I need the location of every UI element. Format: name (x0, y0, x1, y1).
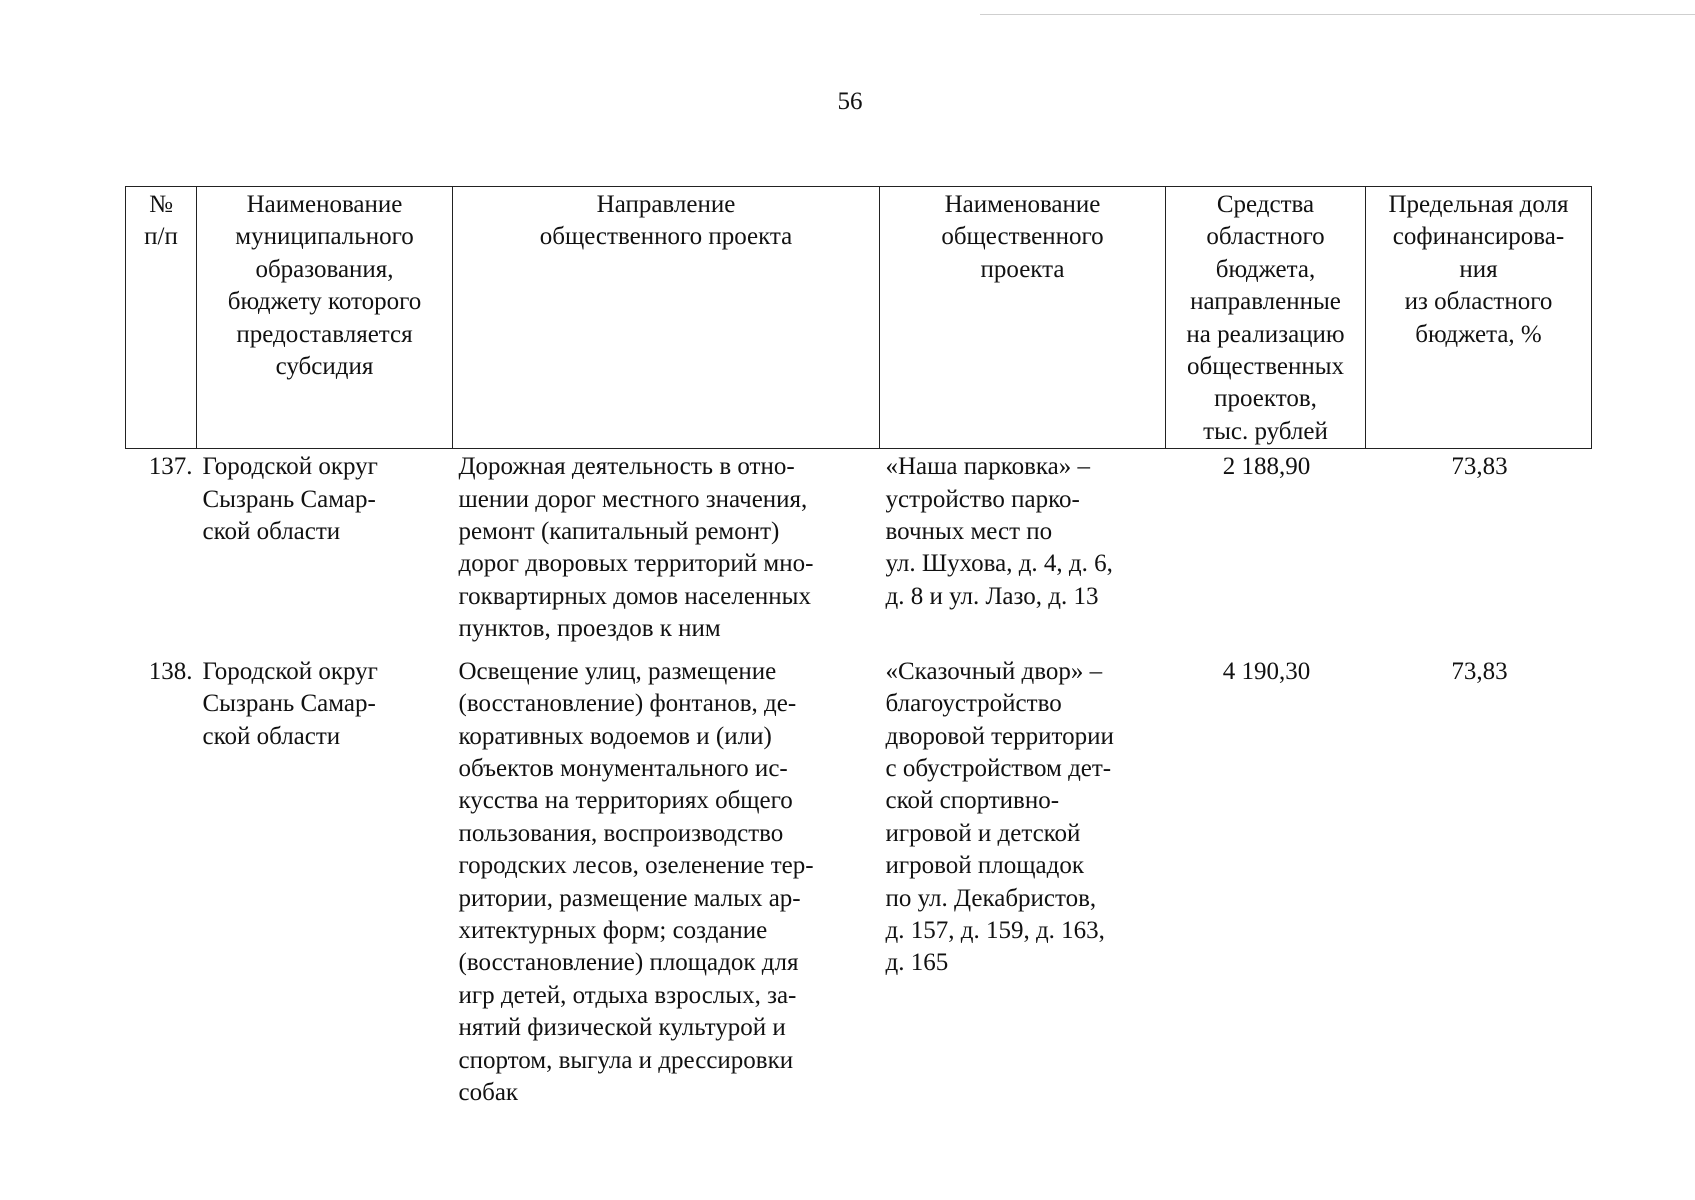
text-line: ской области (202, 722, 341, 750)
row-direction (453, 449, 880, 646)
table-row (126, 449, 1592, 646)
row-municipality (197, 646, 453, 1110)
header-line: бюджету которого (227, 288, 422, 316)
row-funds: 2 188,90 (1222, 453, 1311, 481)
header-row (126, 187, 1592, 449)
header-line: ния (1459, 255, 1498, 283)
header-line: на реализацию (1186, 320, 1345, 348)
header-line: проектов, (1214, 385, 1317, 413)
header-line: субсидия (275, 353, 374, 381)
header-direction (453, 187, 880, 449)
text-line: (восстановление) площадок для (458, 949, 799, 977)
text-line: Освещение улиц, размещение (458, 657, 777, 685)
text-line: игр детей, отдыха взрослых, за- (458, 981, 797, 1009)
text-line: хитектурных форм; создание (458, 916, 768, 944)
header-line: образования, (255, 255, 394, 283)
text-line: благоустройство (885, 690, 1062, 718)
text-line: нятий физической культурой и (458, 1014, 786, 1042)
text-line: д. 165 (885, 949, 949, 977)
text-line: «Наша парковка» – (885, 453, 1091, 481)
text-line: спортом, выгула и дрессировки (458, 1046, 794, 1074)
header-line: софинансирова- (1392, 223, 1565, 251)
row-project-name (880, 449, 1166, 646)
header-line: направленные (1190, 288, 1341, 316)
header-line: предоставляется (236, 320, 413, 348)
text-line: дворовой территории (885, 722, 1114, 750)
header-line: Наименование (944, 191, 1101, 218)
row-share: 73,83 (1451, 657, 1508, 685)
header-line: п/п (144, 223, 178, 251)
text-line: дорог дворовых территорий мно- (458, 550, 814, 578)
text-line: по ул. Декабристов, (885, 884, 1097, 912)
text-line: пользования, воспроизводство (458, 819, 784, 847)
header-line: Средства (1216, 191, 1315, 218)
text-line: д. 8 и ул. Лазо, д. 13 (885, 582, 1099, 610)
text-line: кусства на территориях общего (458, 787, 793, 815)
text-line: гоквартирных домов населенных (458, 582, 811, 610)
text-line: Городской округ (202, 657, 378, 685)
row-number: 138. (148, 657, 193, 685)
text-line: ритории, размещение малых ар- (458, 884, 801, 912)
text-line: собак (458, 1078, 519, 1106)
header-line: Наименование (246, 191, 403, 218)
header-funds (1166, 187, 1366, 449)
header-line: из областного (1404, 288, 1553, 316)
text-line: шении дорог местного значения, (458, 485, 808, 513)
header-line: общественных (1186, 353, 1345, 381)
text-line: пунктов, проездов к ним (458, 615, 721, 643)
header-line: общественного (941, 223, 1104, 251)
row-share: 73,83 (1451, 453, 1508, 481)
text-line: д. 157, д. 159, д. 163, (885, 916, 1105, 944)
text-line: вочных мест по (885, 518, 1053, 546)
text-line: (восстановление) фонтанов, де- (458, 690, 797, 718)
header-line: бюджета, % (1415, 320, 1542, 348)
header-project-name (880, 187, 1166, 449)
row-municipality (197, 449, 453, 646)
header-line: тыс. рублей (1203, 417, 1328, 445)
text-line: ской области (202, 518, 341, 546)
header-line: бюджета, (1215, 255, 1316, 283)
text-line: городских лесов, озеленение тер- (458, 852, 814, 880)
text-line: Городской округ (202, 453, 378, 481)
text-line: ремонт (капитальный ремонт) (458, 518, 780, 546)
page-number: 56 (837, 88, 863, 115)
table-row (126, 646, 1592, 1110)
subsidy-table (125, 186, 1592, 1109)
text-line: «Сказочный двор» – (885, 657, 1103, 685)
text-line: игровой площадок (885, 852, 1084, 880)
header-line: общественного проекта (539, 223, 793, 251)
row-direction (453, 646, 880, 1110)
text-line: коративных водоемов и (или) (458, 722, 772, 750)
header-line: Направление (596, 191, 736, 218)
header-line: № (149, 191, 173, 218)
text-line: устройство парко- (885, 485, 1080, 513)
header-municipality (197, 187, 453, 449)
text-line: Сызрань Самар- (202, 485, 376, 513)
text-line: с обустройством дет- (885, 754, 1112, 782)
header-share (1366, 187, 1592, 449)
text-line: игровой и детской (885, 819, 1081, 847)
header-line: областного (1206, 223, 1325, 251)
header-number (126, 187, 197, 449)
text-line: объектов монументального ис- (458, 754, 788, 782)
header-line: Предельная доля (1388, 191, 1569, 218)
row-project-name (880, 646, 1166, 1110)
row-number: 137. (148, 453, 193, 481)
text-line: ул. Шухова, д. 4, д. 6, (885, 550, 1113, 578)
text-line: Дорожная деятельность в отно- (458, 453, 795, 481)
header-line: муниципального (235, 223, 414, 251)
subsidy-table-container (125, 186, 1591, 1109)
text-line: Сызрань Самар- (202, 690, 376, 718)
text-line: ской спортивно- (885, 787, 1060, 815)
header-line: проекта (980, 255, 1065, 283)
scan-edge-line (980, 14, 1695, 15)
row-funds: 4 190,30 (1222, 657, 1311, 685)
